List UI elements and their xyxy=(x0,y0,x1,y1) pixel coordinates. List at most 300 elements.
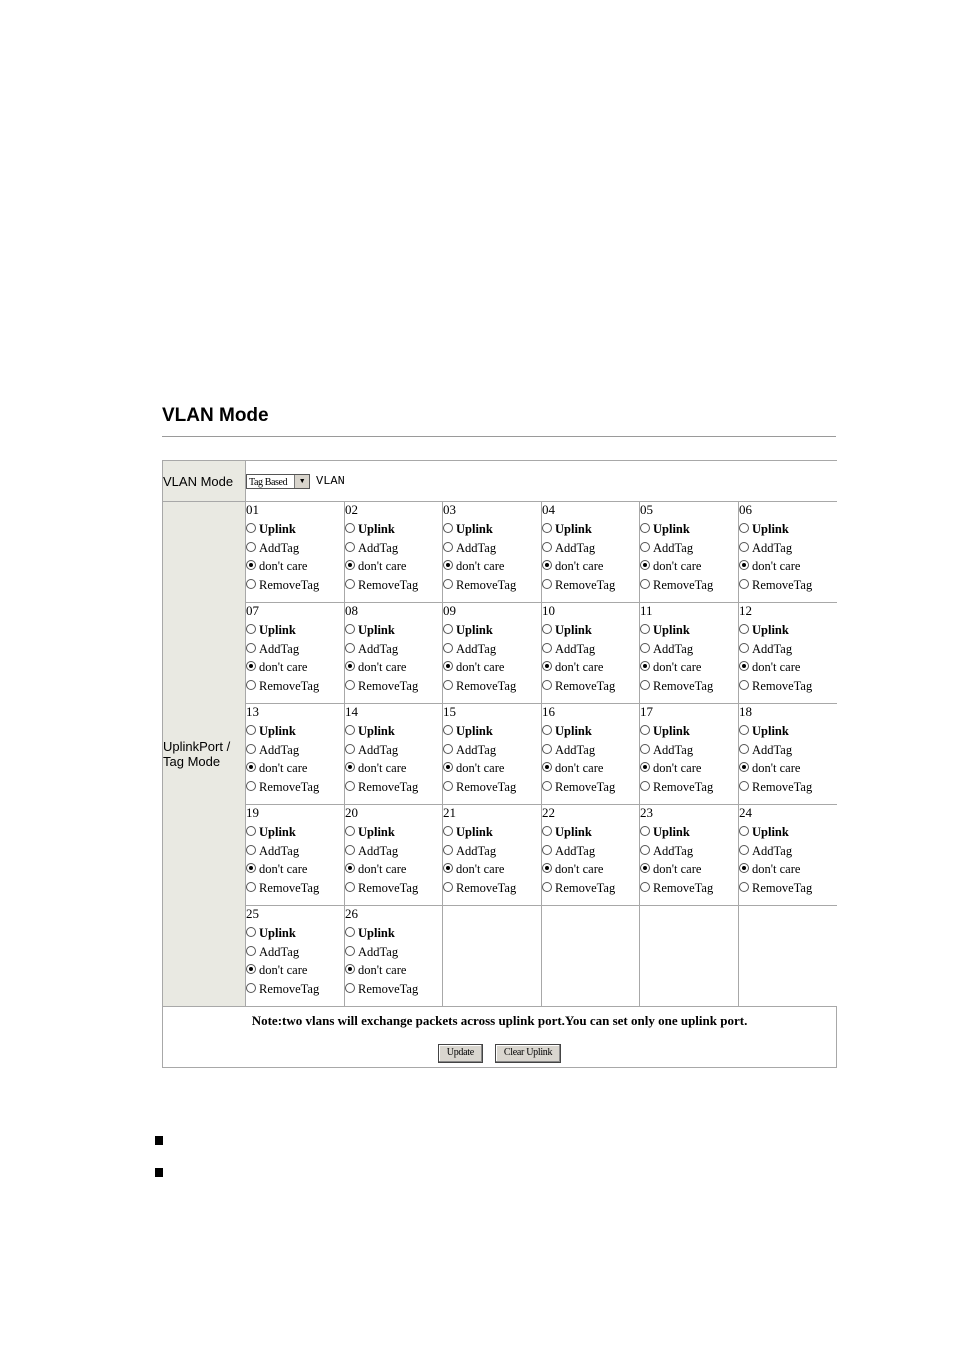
port-07-removetag-option[interactable] xyxy=(246,677,344,696)
radio-button-icon[interactable] xyxy=(246,661,256,671)
port-23-uplink-option[interactable] xyxy=(640,823,738,842)
radio-button-icon[interactable] xyxy=(345,946,355,956)
option-label: RemoveTag xyxy=(456,578,517,593)
option-label: don't care xyxy=(358,559,407,574)
port-15-addtag-option[interactable] xyxy=(443,741,541,760)
radio-button-icon[interactable] xyxy=(640,863,650,873)
option-label: Uplink xyxy=(456,724,493,738)
port-17-removetag-option[interactable] xyxy=(640,778,738,797)
radio-button-icon[interactable] xyxy=(246,624,256,634)
radio-button-icon[interactable] xyxy=(345,826,355,836)
radio-button-icon[interactable] xyxy=(345,560,355,570)
radio-button-icon[interactable] xyxy=(542,882,552,892)
port-22-addtag-option[interactable] xyxy=(542,842,639,861)
option-label: AddTag xyxy=(555,540,596,555)
port-cell-25 xyxy=(246,906,345,1007)
port-21-removetag-option[interactable] xyxy=(443,879,541,898)
option-label: don't care xyxy=(653,559,702,574)
port-cell-16 xyxy=(542,704,640,805)
port-12-dont-care-option[interactable] xyxy=(739,658,837,677)
radio-button-icon[interactable] xyxy=(542,863,552,873)
radio-button-icon[interactable] xyxy=(739,579,749,589)
port-02-uplink-option[interactable] xyxy=(345,520,442,539)
port-05-uplink-option[interactable] xyxy=(640,520,738,539)
radio-button-icon[interactable] xyxy=(640,680,650,690)
option-label: AddTag xyxy=(653,742,694,757)
port-11-addtag-option[interactable] xyxy=(640,640,738,659)
radio-button-icon[interactable] xyxy=(345,624,355,634)
radio-button-icon[interactable] xyxy=(246,579,256,589)
radio-button-icon[interactable] xyxy=(345,983,355,993)
option-label: Uplink xyxy=(456,825,493,839)
port-04-dont-care-option[interactable] xyxy=(542,557,639,576)
radio-button-icon[interactable] xyxy=(640,882,650,892)
radio-button-icon[interactable] xyxy=(345,542,355,552)
radio-button-icon[interactable] xyxy=(443,845,453,855)
option-label: RemoveTag xyxy=(456,679,517,694)
radio-button-icon[interactable] xyxy=(542,826,552,836)
port-cell-11 xyxy=(640,603,739,704)
port-04-removetag-option[interactable] xyxy=(542,576,639,595)
option-label: RemoveTag xyxy=(259,578,320,593)
port-cell-01 xyxy=(246,502,345,603)
port-number: 14 xyxy=(345,704,358,719)
port-number: 01 xyxy=(246,502,259,517)
radio-button-icon[interactable] xyxy=(246,542,256,552)
port-cell-02 xyxy=(345,502,443,603)
option-label: AddTag xyxy=(752,540,793,555)
radio-button-icon[interactable] xyxy=(739,863,749,873)
radio-button-icon[interactable] xyxy=(640,845,650,855)
option-label: AddTag xyxy=(555,843,596,858)
radio-button-icon[interactable] xyxy=(542,781,552,791)
port-cell-18 xyxy=(739,704,837,805)
port-26-removetag-option[interactable] xyxy=(345,980,442,999)
radio-button-icon[interactable] xyxy=(246,680,256,690)
radio-button-icon[interactable] xyxy=(345,523,355,533)
option-label: RemoveTag xyxy=(555,679,616,694)
port-19-uplink-option[interactable] xyxy=(246,823,344,842)
radio-button-icon[interactable] xyxy=(246,762,256,772)
port-cell-09 xyxy=(443,603,542,704)
option-label: RemoveTag xyxy=(259,679,320,694)
port-11-removetag-option[interactable] xyxy=(640,677,738,696)
port-number: 12 xyxy=(739,603,752,618)
option-label: Uplink xyxy=(456,623,493,637)
radio-button-icon[interactable] xyxy=(739,882,749,892)
option-label: don't care xyxy=(259,660,308,675)
option-label: Uplink xyxy=(358,724,395,738)
port-01-addtag-option[interactable] xyxy=(246,539,344,558)
radio-button-icon[interactable] xyxy=(739,680,749,690)
port-03-addtag-option[interactable] xyxy=(443,539,541,558)
option-label: AddTag xyxy=(358,742,399,757)
radio-button-icon[interactable] xyxy=(345,725,355,735)
radio-button-icon[interactable] xyxy=(443,882,453,892)
radio-button-icon[interactable] xyxy=(739,826,749,836)
port-12-uplink-option[interactable] xyxy=(739,621,837,640)
square-bullet-icon xyxy=(155,1168,163,1177)
port-26-uplink-option[interactable] xyxy=(345,924,442,943)
radio-button-icon[interactable] xyxy=(246,964,256,974)
port-19-removetag-option[interactable] xyxy=(246,879,344,898)
radio-button-icon[interactable] xyxy=(443,826,453,836)
option-label: AddTag xyxy=(752,641,793,656)
page-title: VLAN Mode xyxy=(162,405,269,426)
option-label: AddTag xyxy=(456,843,497,858)
radio-button-icon[interactable] xyxy=(246,863,256,873)
port-23-removetag-option[interactable] xyxy=(640,879,738,898)
radio-button-icon[interactable] xyxy=(246,560,256,570)
port-16-addtag-option[interactable] xyxy=(542,741,639,760)
option-label: Uplink xyxy=(752,623,789,637)
radio-button-icon[interactable] xyxy=(542,624,552,634)
option-label: AddTag xyxy=(358,944,399,959)
chevron-down-icon[interactable]: ▼ xyxy=(294,475,309,488)
radio-button-icon[interactable] xyxy=(345,579,355,589)
option-label: Uplink xyxy=(653,825,690,839)
empty-port-cell xyxy=(443,906,542,1007)
port-number: 05 xyxy=(640,502,653,517)
radio-button-icon[interactable] xyxy=(542,680,552,690)
port-18-uplink-option[interactable] xyxy=(739,722,837,741)
port-cell-10 xyxy=(542,603,640,704)
port-number: 04 xyxy=(542,502,555,517)
option-label: RemoveTag xyxy=(259,780,320,795)
footer-cell xyxy=(163,1007,837,1068)
vlan-mode-selected: Tag Based xyxy=(249,476,288,488)
radio-button-icon[interactable] xyxy=(443,725,453,735)
radio-button-icon[interactable] xyxy=(640,762,650,772)
port-10-removetag-option[interactable] xyxy=(542,677,639,696)
radio-button-icon[interactable] xyxy=(542,661,552,671)
port-18-removetag-option[interactable] xyxy=(739,778,837,797)
option-label: RemoveTag xyxy=(752,679,813,694)
port-25-dont-care-option[interactable] xyxy=(246,961,344,980)
radio-button-icon[interactable] xyxy=(443,560,453,570)
radio-button-icon[interactable] xyxy=(246,946,256,956)
option-label: RemoveTag xyxy=(555,881,616,896)
radio-button-icon[interactable] xyxy=(739,781,749,791)
port-cell-06 xyxy=(739,502,837,603)
radio-button-icon[interactable] xyxy=(640,661,650,671)
port-20-removetag-option[interactable] xyxy=(345,879,442,898)
port-11-dont-care-option[interactable] xyxy=(640,658,738,677)
port-03-dont-care-option[interactable] xyxy=(443,557,541,576)
port-13-addtag-option[interactable] xyxy=(246,741,344,760)
radio-button-icon[interactable] xyxy=(246,725,256,735)
radio-button-icon[interactable] xyxy=(640,643,650,653)
port-14-addtag-option[interactable] xyxy=(345,741,442,760)
option-label: don't care xyxy=(358,761,407,776)
radio-button-icon[interactable] xyxy=(739,523,749,533)
radio-button-icon[interactable] xyxy=(345,643,355,653)
port-26-dont-care-option[interactable] xyxy=(345,961,442,980)
radio-button-icon[interactable] xyxy=(345,964,355,974)
port-24-uplink-option[interactable] xyxy=(739,823,837,842)
option-label: Uplink xyxy=(555,724,592,738)
port-19-dont-care-option[interactable] xyxy=(246,860,344,879)
port-07-uplink-option[interactable] xyxy=(246,621,344,640)
port-05-dont-care-option[interactable] xyxy=(640,557,738,576)
radio-button-icon[interactable] xyxy=(443,542,453,552)
port-06-dont-care-option[interactable] xyxy=(739,557,837,576)
vlan-config-table xyxy=(162,460,837,1068)
port-cell-24 xyxy=(739,805,837,906)
port-10-uplink-option[interactable] xyxy=(542,621,639,640)
radio-button-icon[interactable] xyxy=(542,845,552,855)
port-number: 15 xyxy=(443,704,456,719)
option-label: AddTag xyxy=(259,540,300,555)
port-number: 07 xyxy=(246,603,259,618)
radio-button-icon[interactable] xyxy=(542,542,552,552)
port-17-uplink-option[interactable] xyxy=(640,722,738,741)
port-03-removetag-option[interactable] xyxy=(443,576,541,595)
radio-button-icon[interactable] xyxy=(246,983,256,993)
port-23-addtag-option[interactable] xyxy=(640,842,738,861)
update-button[interactable]: Update xyxy=(438,1044,483,1063)
radio-button-icon[interactable] xyxy=(739,762,749,772)
port-cell-04 xyxy=(542,502,640,603)
option-label: RemoveTag xyxy=(555,578,616,593)
port-23-dont-care-option[interactable] xyxy=(640,860,738,879)
option-label: Uplink xyxy=(555,825,592,839)
port-cell-20 xyxy=(345,805,443,906)
port-01-uplink-option[interactable] xyxy=(246,520,344,539)
radio-button-icon[interactable] xyxy=(739,643,749,653)
port-18-addtag-option[interactable] xyxy=(739,741,837,760)
radio-button-icon[interactable] xyxy=(443,781,453,791)
radio-button-icon[interactable] xyxy=(640,826,650,836)
port-number: 20 xyxy=(345,805,358,820)
port-11-uplink-option[interactable] xyxy=(640,621,738,640)
radio-button-icon[interactable] xyxy=(739,744,749,754)
option-label: don't care xyxy=(456,660,505,675)
port-22-removetag-option[interactable] xyxy=(542,879,639,898)
radio-button-icon[interactable] xyxy=(246,927,256,937)
port-25-removetag-option[interactable] xyxy=(246,980,344,999)
port-cell-07 xyxy=(246,603,345,704)
port-15-removetag-option[interactable] xyxy=(443,778,541,797)
radio-button-icon[interactable] xyxy=(542,744,552,754)
radio-button-icon[interactable] xyxy=(345,762,355,772)
radio-button-icon[interactable] xyxy=(246,523,256,533)
radio-button-icon[interactable] xyxy=(640,725,650,735)
port-09-uplink-option[interactable] xyxy=(443,621,541,640)
port-09-addtag-option[interactable] xyxy=(443,640,541,659)
option-label: don't care xyxy=(653,761,702,776)
port-24-removetag-option[interactable] xyxy=(739,879,837,898)
port-16-dont-care-option[interactable] xyxy=(542,759,639,778)
radio-button-icon[interactable] xyxy=(443,762,453,772)
port-25-uplink-option[interactable] xyxy=(246,924,344,943)
radio-button-icon[interactable] xyxy=(739,661,749,671)
port-05-removetag-option[interactable] xyxy=(640,576,738,595)
port-13-uplink-option[interactable] xyxy=(246,722,344,741)
port-07-dont-care-option[interactable] xyxy=(246,658,344,677)
port-20-dont-care-option[interactable] xyxy=(345,860,442,879)
port-04-uplink-option[interactable] xyxy=(542,520,639,539)
option-label: don't care xyxy=(456,559,505,574)
radio-button-icon[interactable] xyxy=(345,661,355,671)
option-label: AddTag xyxy=(653,540,694,555)
radio-button-icon[interactable] xyxy=(345,781,355,791)
port-09-removetag-option[interactable] xyxy=(443,677,541,696)
radio-button-icon[interactable] xyxy=(739,624,749,634)
port-21-addtag-option[interactable] xyxy=(443,842,541,861)
port-08-dont-care-option[interactable] xyxy=(345,658,442,677)
port-01-removetag-option[interactable] xyxy=(246,576,344,595)
port-22-uplink-option[interactable] xyxy=(542,823,639,842)
radio-button-icon[interactable] xyxy=(345,882,355,892)
radio-button-icon[interactable] xyxy=(739,845,749,855)
radio-button-icon[interactable] xyxy=(542,523,552,533)
port-13-dont-care-option[interactable] xyxy=(246,759,344,778)
port-cell-22 xyxy=(542,805,640,906)
option-label: don't care xyxy=(456,761,505,776)
radio-button-icon[interactable] xyxy=(443,579,453,589)
option-label: AddTag xyxy=(555,742,596,757)
option-label: Uplink xyxy=(752,724,789,738)
radio-button-icon[interactable] xyxy=(542,560,552,570)
radio-button-icon[interactable] xyxy=(443,523,453,533)
port-20-addtag-option[interactable] xyxy=(345,842,442,861)
port-cell-03 xyxy=(443,502,542,603)
radio-button-icon[interactable] xyxy=(443,643,453,653)
port-02-addtag-option[interactable] xyxy=(345,539,442,558)
option-label: RemoveTag xyxy=(358,780,419,795)
port-number: 02 xyxy=(345,502,358,517)
port-17-addtag-option[interactable] xyxy=(640,741,738,760)
port-01-dont-care-option[interactable] xyxy=(246,557,344,576)
port-21-dont-care-option[interactable] xyxy=(443,860,541,879)
port-03-uplink-option[interactable] xyxy=(443,520,541,539)
port-14-uplink-option[interactable] xyxy=(345,722,442,741)
option-label: RemoveTag xyxy=(259,982,320,997)
port-08-uplink-option[interactable] xyxy=(345,621,442,640)
port-25-addtag-option[interactable] xyxy=(246,943,344,962)
port-20-uplink-option[interactable] xyxy=(345,823,442,842)
radio-button-icon[interactable] xyxy=(640,781,650,791)
radio-button-icon[interactable] xyxy=(246,882,256,892)
port-08-removetag-option[interactable] xyxy=(345,677,442,696)
radio-button-icon[interactable] xyxy=(542,579,552,589)
port-24-dont-care-option[interactable] xyxy=(739,860,837,879)
option-label: RemoveTag xyxy=(752,881,813,896)
vlan-mode-label: VLAN Mode xyxy=(163,461,246,502)
radio-button-icon[interactable] xyxy=(542,725,552,735)
radio-button-icon[interactable] xyxy=(443,744,453,754)
port-13-removetag-option[interactable] xyxy=(246,778,344,797)
port-cell-21 xyxy=(443,805,542,906)
radio-button-icon[interactable] xyxy=(345,845,355,855)
port-22-dont-care-option[interactable] xyxy=(542,860,639,879)
radio-button-icon[interactable] xyxy=(739,725,749,735)
port-06-uplink-option[interactable] xyxy=(739,520,837,539)
port-06-addtag-option[interactable] xyxy=(739,539,837,558)
port-06-removetag-option[interactable] xyxy=(739,576,837,595)
radio-button-icon[interactable] xyxy=(640,542,650,552)
port-15-dont-care-option[interactable] xyxy=(443,759,541,778)
option-label: don't care xyxy=(555,862,604,877)
port-17-dont-care-option[interactable] xyxy=(640,759,738,778)
option-label: don't care xyxy=(653,660,702,675)
option-label: don't care xyxy=(456,862,505,877)
radio-button-icon[interactable] xyxy=(640,624,650,634)
port-02-removetag-option[interactable] xyxy=(345,576,442,595)
option-label: RemoveTag xyxy=(259,881,320,896)
port-10-addtag-option[interactable] xyxy=(542,640,639,659)
port-12-addtag-option[interactable] xyxy=(739,640,837,659)
radio-button-icon[interactable] xyxy=(443,863,453,873)
port-16-removetag-option[interactable] xyxy=(542,778,639,797)
option-label: don't care xyxy=(259,761,308,776)
option-label: don't care xyxy=(259,963,308,978)
option-label: don't care xyxy=(358,862,407,877)
radio-button-icon[interactable] xyxy=(246,781,256,791)
port-09-dont-care-option[interactable] xyxy=(443,658,541,677)
radio-button-icon[interactable] xyxy=(739,542,749,552)
port-02-dont-care-option[interactable] xyxy=(345,557,442,576)
option-label: AddTag xyxy=(358,540,399,555)
radio-button-icon[interactable] xyxy=(246,744,256,754)
clear-uplink-button[interactable]: Clear Uplink xyxy=(495,1044,561,1063)
port-14-dont-care-option[interactable] xyxy=(345,759,442,778)
radio-button-icon[interactable] xyxy=(443,680,453,690)
port-26-addtag-option[interactable] xyxy=(345,943,442,962)
port-08-addtag-option[interactable] xyxy=(345,640,442,659)
port-05-addtag-option[interactable] xyxy=(640,539,738,558)
port-07-addtag-option[interactable] xyxy=(246,640,344,659)
option-label: don't care xyxy=(752,660,801,675)
radio-button-icon[interactable] xyxy=(345,927,355,937)
radio-button-icon[interactable] xyxy=(345,863,355,873)
radio-button-icon[interactable] xyxy=(246,643,256,653)
option-label: AddTag xyxy=(653,843,694,858)
radio-button-icon[interactable] xyxy=(443,661,453,671)
radio-button-icon[interactable] xyxy=(739,560,749,570)
vlan-mode-select[interactable] xyxy=(246,474,310,489)
radio-button-icon[interactable] xyxy=(542,762,552,772)
port-21-uplink-option[interactable] xyxy=(443,823,541,842)
port-18-dont-care-option[interactable] xyxy=(739,759,837,778)
port-04-addtag-option[interactable] xyxy=(542,539,639,558)
radio-button-icon[interactable] xyxy=(345,680,355,690)
radio-button-icon[interactable] xyxy=(640,560,650,570)
radio-button-icon[interactable] xyxy=(640,523,650,533)
option-label: RemoveTag xyxy=(653,780,714,795)
port-19-addtag-option[interactable] xyxy=(246,842,344,861)
radio-button-icon[interactable] xyxy=(246,845,256,855)
empty-port-cell xyxy=(739,906,837,1007)
port-10-dont-care-option[interactable] xyxy=(542,658,639,677)
option-label: don't care xyxy=(259,559,308,574)
port-15-uplink-option[interactable] xyxy=(443,722,541,741)
option-label: don't care xyxy=(555,761,604,776)
radio-button-icon[interactable] xyxy=(246,826,256,836)
port-16-uplink-option[interactable] xyxy=(542,722,639,741)
option-label: RemoveTag xyxy=(752,578,813,593)
radio-button-icon[interactable] xyxy=(542,643,552,653)
radio-button-icon[interactable] xyxy=(640,744,650,754)
radio-button-icon[interactable] xyxy=(640,579,650,589)
port-14-removetag-option[interactable] xyxy=(345,778,442,797)
radio-button-icon[interactable] xyxy=(443,624,453,634)
port-12-removetag-option[interactable] xyxy=(739,677,837,696)
port-24-addtag-option[interactable] xyxy=(739,842,837,861)
port-number: 06 xyxy=(739,502,752,517)
radio-button-icon[interactable] xyxy=(345,744,355,754)
